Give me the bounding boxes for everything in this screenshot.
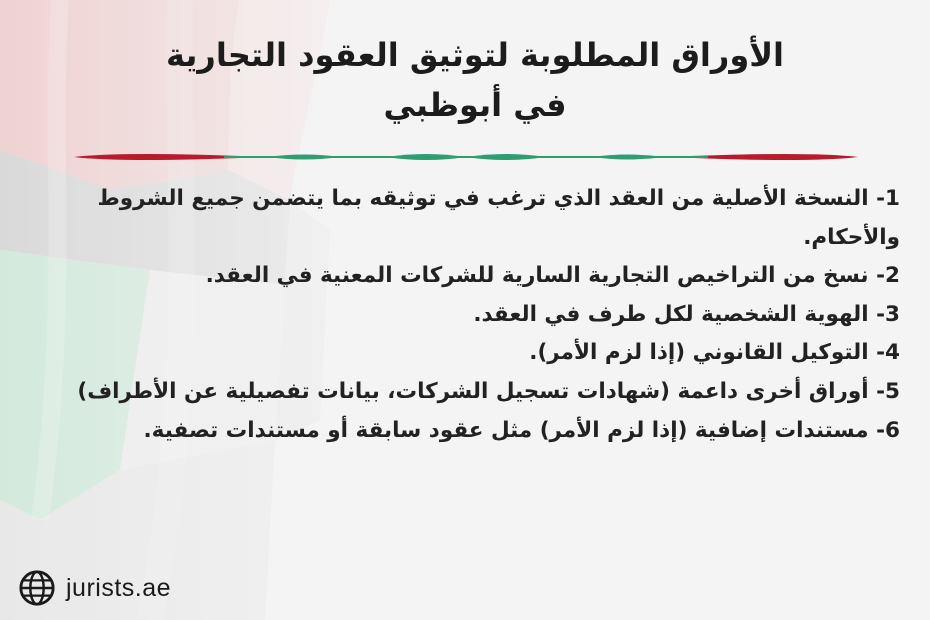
title-line-2: في أبوظبي [383, 86, 567, 124]
requirements-list [40, 180, 900, 450]
decorative-divider [74, 148, 858, 166]
brand-logo [18, 568, 171, 608]
list-item: 5- أوراق أخرى داعمة (شهادات تسجيل الشركات، بيانات تفصيلية عن الأطراف) [77, 378, 900, 404]
title-line-1: الأوراق المطلوبة لتوثيق العقود التجارية [166, 36, 784, 74]
list-item: 2- نسخ من التراخيص التجارية السارية للشركات المعنية في العقد. [205, 263, 900, 289]
list-item: 1- النسخة الأصلية من العقد الذي ترغب في توثيقه بما يتضمن جميع الشروط والأحكام. [97, 186, 900, 250]
globe-icon [18, 569, 56, 607]
page-title [60, 30, 890, 130]
list-item: 3- الهوية الشخصية لكل طرف في العقد. [473, 301, 900, 327]
brand-name: jurists.ae [66, 573, 172, 602]
list-item: 4- التوكيل القانوني (إذا لزم الأمر). [529, 340, 900, 366]
list-item: 6- مستندات إضافية (إذا لزم الأمر) مثل عقود سابقة أو مستندات تصفية. [143, 417, 900, 443]
